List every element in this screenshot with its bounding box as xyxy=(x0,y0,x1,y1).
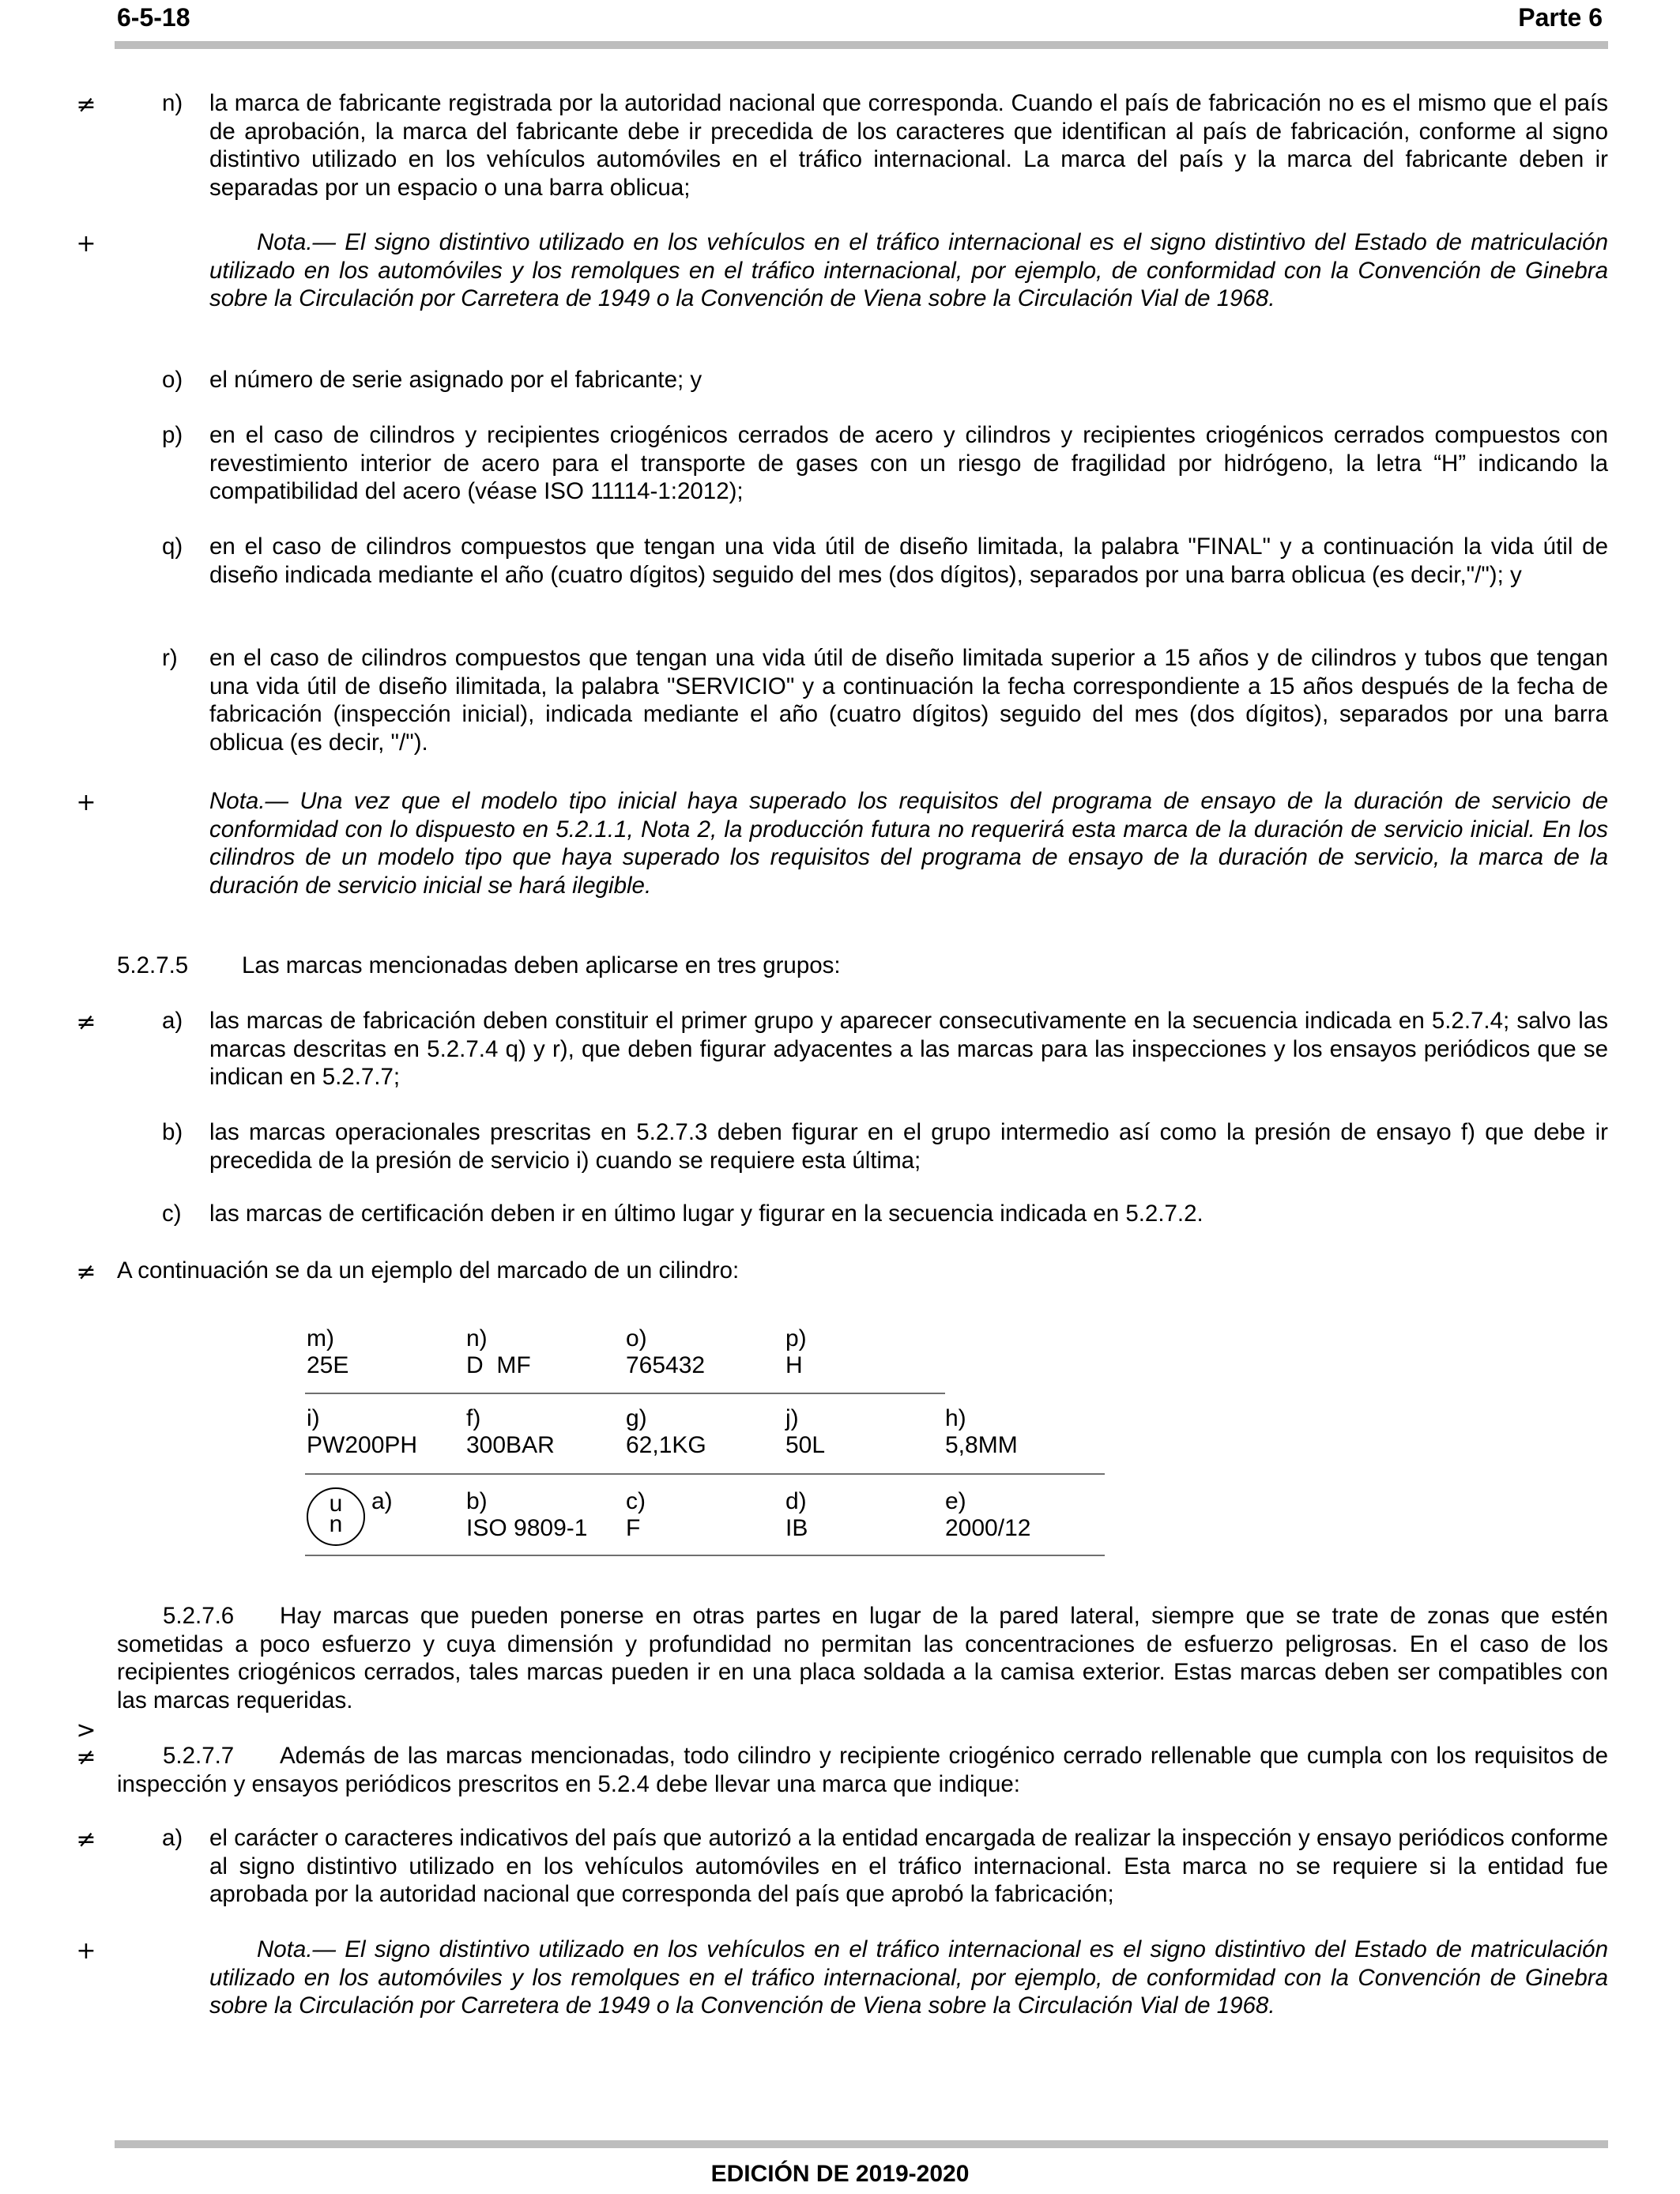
mark-key: f) xyxy=(466,1405,481,1431)
item-text-a: el carácter o caracteres indicativos del país que autorizó a la entidad encargada de realizar la inspección y ensayo periódicos conforme al signo distintivo utilizado en los vehículos automóviles en el tráfico internacional. Esta marca no se requiere si la entidad fue aprobada por la autoridad nacional que corresponda del país que aprobó la fabricación; xyxy=(209,1825,1608,1907)
footer-rule xyxy=(115,2140,1608,2148)
item-text-o: el número de serie asignado por el fabricante; y xyxy=(209,367,703,393)
item-label-p: p) xyxy=(162,422,183,448)
item-label-o: o) xyxy=(162,367,183,393)
group-divider xyxy=(305,1473,1105,1475)
item-label-c: c) xyxy=(162,1201,182,1227)
mark-value: 765432 xyxy=(626,1352,706,1378)
section-number: 5.2.7.7 xyxy=(163,1743,235,1769)
mark-value: 25E xyxy=(307,1352,349,1378)
mark-value: IB xyxy=(785,1515,808,1541)
change-mark-neq: ≠ xyxy=(76,1008,96,1036)
item-text-q: en el caso de cilindros compuestos que tengan una vida útil de diseño limitada, la palabra "FINAL" y a continuación la vida útil de diseño indicada mediante el año (cuatro dígitos) seguido del mes (dos dígitos), separados por una barra oblicua (es decir,"/"); y xyxy=(209,533,1608,588)
item-text-p: en el caso de cilindros y recipientes criogénicos cerrados de acero y cilindros y recipientes criogénicos cerrados compuestos con revestimiento interior de acero para el transporte de gases con un riesgo de fragilidad por hidrógeno, la letra “H” indicando la compatibilidad del acero (véase ISO 11114-1:2012); xyxy=(209,422,1608,504)
edition-footer: EDICIÓN DE 2019-2020 xyxy=(710,2161,970,2187)
mark-value: 300BAR xyxy=(466,1432,555,1458)
part-title: Parte 6 xyxy=(1518,3,1603,32)
example-intro: A continuación se da un ejemplo del marcado de un cilindro: xyxy=(117,1257,740,1284)
mark-value: F xyxy=(626,1515,641,1541)
section-number: 5.2.7.5 xyxy=(117,952,189,978)
mark-key: a) xyxy=(371,1488,393,1514)
group-divider xyxy=(305,1555,1105,1556)
section-5-2-7-6 xyxy=(117,1602,1608,1714)
mark-key: b) xyxy=(466,1488,488,1514)
item-label-r: r) xyxy=(162,645,178,671)
change-mark-plus: + xyxy=(76,230,96,258)
seal-letter-top: u xyxy=(329,1491,343,1517)
item-text-r: en el caso de cilindros compuestos que tengan una vida útil de diseño limitada superior a 15 años y de cilindros y tubos que tengan una vida útil de diseño ilimitada, la palabra "SERVICIO" y a continuación la fecha correspondiente a 15 años después de la fecha de fabricación (inspección inicial), indicada mediante el año (cuatro dígitos) seguido del mes (dos dígitos), separados por una barra oblicua (es decir, "/"). xyxy=(209,645,1608,756)
mark-key: g) xyxy=(626,1405,647,1431)
note-1-text: Nota.— El signo distintivo utilizado en los vehículos en el tráfico internacional es el signo distintivo del Estado de matriculación utilizado en los automóviles y los remolques en el tráfico internacional, por ejemplo, de conformidad con la Convención de Ginebra sobre la Circulación por Carretera de 1949 o la Convención de Viena sobre la Circulación Vial de 1968. xyxy=(209,229,1608,311)
note-1 xyxy=(209,228,1608,313)
change-mark-plus: + xyxy=(76,789,96,816)
item-text-n: la marca de fabricante registrada por la autoridad nacional que corresponda. Cuando el país de fabricación no es el mismo que el país de aprobación, la marca del fabricante debe ir precedida de los caracteres que identifican al país de fabricación, conforme al signo distintivo utilizado en los vehículos automóviles en el tráfico internacional. La marca del país y la marca del fabricante deben ir separadas por un espacio o una barra oblicua; xyxy=(209,90,1608,201)
mark-value: ISO 9809-1 xyxy=(466,1515,588,1541)
mark-key: o) xyxy=(626,1325,647,1351)
seal-letter-bottom: n xyxy=(329,1511,343,1537)
item-label-a: a) xyxy=(162,1008,183,1034)
header-rule xyxy=(115,41,1608,49)
section-text: Además de las marcas mencionadas, todo cilindro y recipiente criogénico cerrado rellenable que cumpla con los requisitos de inspección y ensayos periódicos prescritos en 5.2.4 debe llevar una marca que indique: xyxy=(117,1743,1608,1797)
page-number: 6-5-18 xyxy=(117,3,190,32)
mark-value: 2000/12 xyxy=(945,1515,1031,1541)
change-mark-gt: > xyxy=(76,1717,96,1744)
item-text-c: las marcas de certificación deben ir en último lugar y figurar en la secuencia indicada en 5.2.7.2. xyxy=(209,1201,1203,1227)
mark-value: D MF xyxy=(466,1352,531,1378)
section-text: Las marcas mencionadas deben aplicarse en tres grupos: xyxy=(242,952,841,978)
change-mark-neq: ≠ xyxy=(76,91,96,119)
item-label-n: n) xyxy=(162,90,183,116)
change-mark-neq: ≠ xyxy=(76,1744,96,1771)
mark-value: 5,8MM xyxy=(945,1432,1018,1458)
change-mark-neq: ≠ xyxy=(76,1258,96,1286)
note-3-text: Nota.— El signo distintivo utilizado en los vehículos en el tráfico internacional es el signo distintivo del Estado de matriculación utilizado en los automóviles y los remolques en el tráfico internacional, por ejemplo, de conformidad con la Convención de Ginebra sobre la Circulación por Carretera de 1949 o la Convención de Viena sobre la Circulación Vial de 1968. xyxy=(209,1936,1608,2019)
change-mark-plus: + xyxy=(76,1937,96,1965)
mark-value: H xyxy=(785,1352,803,1378)
mark-key: m) xyxy=(307,1325,334,1351)
change-mark-neq: ≠ xyxy=(76,1826,96,1853)
item-label-a: a) xyxy=(162,1825,183,1851)
item-label-q: q) xyxy=(162,533,183,560)
mark-key: p) xyxy=(785,1325,807,1351)
mark-key: n) xyxy=(466,1325,488,1351)
mark-key: i) xyxy=(307,1405,320,1431)
group-divider xyxy=(305,1393,945,1394)
un-packaging-symbol xyxy=(307,1487,365,1546)
mark-key: e) xyxy=(945,1488,966,1514)
mark-value: PW200PH xyxy=(307,1432,418,1458)
section-5-2-7-5 xyxy=(117,952,1608,980)
section-number: 5.2.7.6 xyxy=(163,1603,235,1629)
section-5-2-7-7 xyxy=(117,1742,1608,1798)
mark-value: 62,1KG xyxy=(626,1432,706,1458)
mark-value: 50L xyxy=(785,1432,826,1458)
item-text-b: las marcas operacionales prescritas en 5.2.7.3 deben figurar en el grupo intermedio así como la presión de ensayo f) que debe ir precedida de la presión de servicio i) cuando se requiere esta última; xyxy=(209,1119,1608,1174)
section-text: Hay marcas que pueden ponerse en otras partes en lugar de la pared lateral, siempre que se trate de zonas que estén sometidas a poco esfuerzo y cuya dimensión y profundidad no permitan las concentraciones de esfuerzo peligrosas. En el caso de los recipientes criogénicos cerrados, tales marcas pueden ir en una placa soldada a la camisa exterior. Estas marcas deben ser compatibles con las marcas requeridas. xyxy=(117,1603,1608,1713)
mark-key: j) xyxy=(785,1405,799,1431)
mark-key: d) xyxy=(785,1488,807,1514)
note-2: Nota.— Una vez que el modelo tipo inicial haya superado los requisitos del programa de ensayo de la duración de servicio de conformidad con lo dispuesto en 5.2.1.1, Nota 2, la producción futura no requerirá esta marca de la duración de servicio inicial. En los cilindros de un modelo tipo que haya superado los requisitos del programa de ensayo de la duración de servicio, la marca de la duración de servicio inicial se hará ilegible. xyxy=(209,788,1608,899)
mark-key: h) xyxy=(945,1405,966,1431)
item-text-a: las marcas de fabricación deben constituir el primer grupo y aparecer consecutivamente en la secuencia indicada en 5.2.7.4; salvo las marcas descritas en 5.2.7.4 q) y r), que deben figurar adyacentes a las marcas para las inspecciones y los ensayos periódicos que se indican en 5.2.7.7; xyxy=(209,1008,1608,1090)
item-label-b: b) xyxy=(162,1119,183,1145)
note-3 xyxy=(209,1936,1608,2020)
mark-key: c) xyxy=(626,1488,646,1514)
